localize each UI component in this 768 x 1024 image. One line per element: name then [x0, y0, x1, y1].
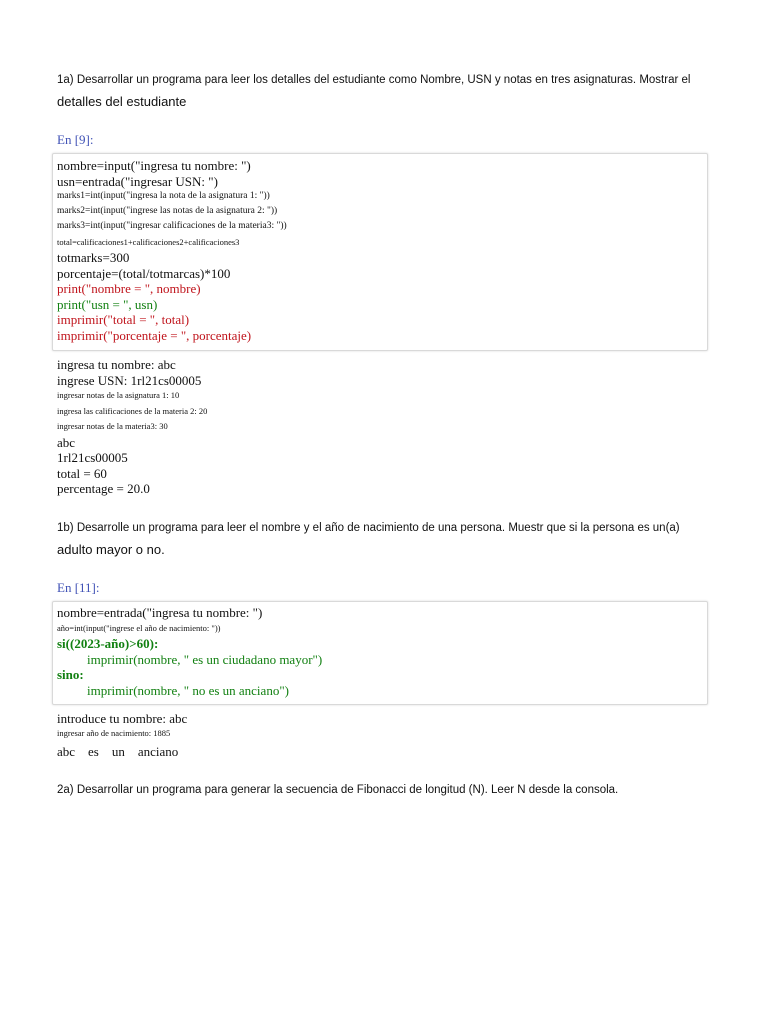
code-line: marks3=int(input("ingresar calificaciones de la materia3: ")): [57, 221, 287, 232]
output-line: abc es un anciano: [57, 743, 179, 759]
code-line: totmarks=300: [57, 250, 130, 266]
code-line: marks2=int(input("ingrese las notas de la asignatura 2: ")): [57, 206, 278, 217]
exercise-1a-line2: detalles del estudiante: [57, 93, 187, 109]
output-cell-11: [57, 711, 187, 759]
exercise-2a-description: [57, 783, 727, 799]
code-line: nombre=entrada("ingresa tu nombre: "): [57, 605, 263, 620]
code-line: imprimir("porcentaje = ", porcentaje): [57, 327, 252, 343]
code-line: si((2023-año)>60):: [57, 636, 159, 651]
exercise-1b-line1: 1b) Desarrolle un programa para leer el nombre y el año de nacimiento de una persona. Muestr que si la persona es un(a): [57, 522, 680, 534]
output-line: ingresar año de nacimiento: 1885: [57, 727, 171, 738]
code-line: año=int(input("ingrese el año de nacimiento: ")): [57, 622, 221, 633]
exercise-1b-description: [57, 521, 727, 558]
cell-11-prompt: En [11]:: [57, 580, 100, 595]
output-line: abc: [57, 434, 76, 450]
output-line: ingresa las calificaciones de la materia 2: 20: [57, 405, 208, 416]
exercise-1b-line2: adulto mayor o no.: [57, 541, 165, 557]
code-line: total=calificaciones1+calificaciones2+calificaciones3: [57, 236, 240, 247]
code-line: nombre=input("ingresa tu nombre: "): [57, 158, 251, 173]
exercise-1a-description: [57, 73, 727, 110]
output-line: introduce tu nombre: abc: [57, 711, 188, 726]
output-line: ingrese USN: 1rl21cs00005: [57, 372, 202, 388]
code-line: imprimir(nombre, " es un ciudadano mayor"): [87, 651, 323, 667]
code-line: sino:: [57, 667, 84, 682]
exercise-1a-line1: 1a) Desarrollar un programa para leer los detalles del estudiante como Nombre, USN y notas en tres asignaturas. Mostrar el: [57, 74, 691, 86]
code-line: porcentaje=(total/totmarcas)*100: [57, 265, 231, 281]
code-cell-9[interactable]: [52, 153, 708, 351]
output-line: ingresa tu nombre: abc: [57, 357, 176, 372]
code-line: marks1=int(input("ingresa la nota de la asignatura 1: ")): [57, 191, 270, 201]
code-line: print("nombre = ", nombre): [57, 281, 201, 297]
code-line: imprimir(nombre, " no es un anciano"): [87, 682, 289, 698]
code-line: print("usn = ", usn): [57, 296, 158, 312]
exercise-2a-line1: 2a) Desarrollar un programa para generar la secuencia de Fibonacci de longitud (N). Leer N desde la consola.: [57, 784, 619, 796]
output-line: ingresar notas de la asignatura 1: 10: [57, 390, 180, 400]
output-line: percentage = 20.0: [57, 481, 150, 496]
output-line: ingresar notas de la materia3: 30: [57, 421, 168, 431]
code-line: usn=entrada("ingresar USN: "): [57, 173, 218, 189]
code-cell-11[interactable]: [52, 601, 708, 705]
code-line: imprimir("total = ", total): [57, 312, 190, 328]
cell-9-prompt: En [9]:: [57, 132, 94, 147]
output-cell-9: [57, 357, 207, 497]
output-line: total = 60: [57, 465, 107, 481]
output-line: 1rl21cs00005: [57, 450, 128, 465]
